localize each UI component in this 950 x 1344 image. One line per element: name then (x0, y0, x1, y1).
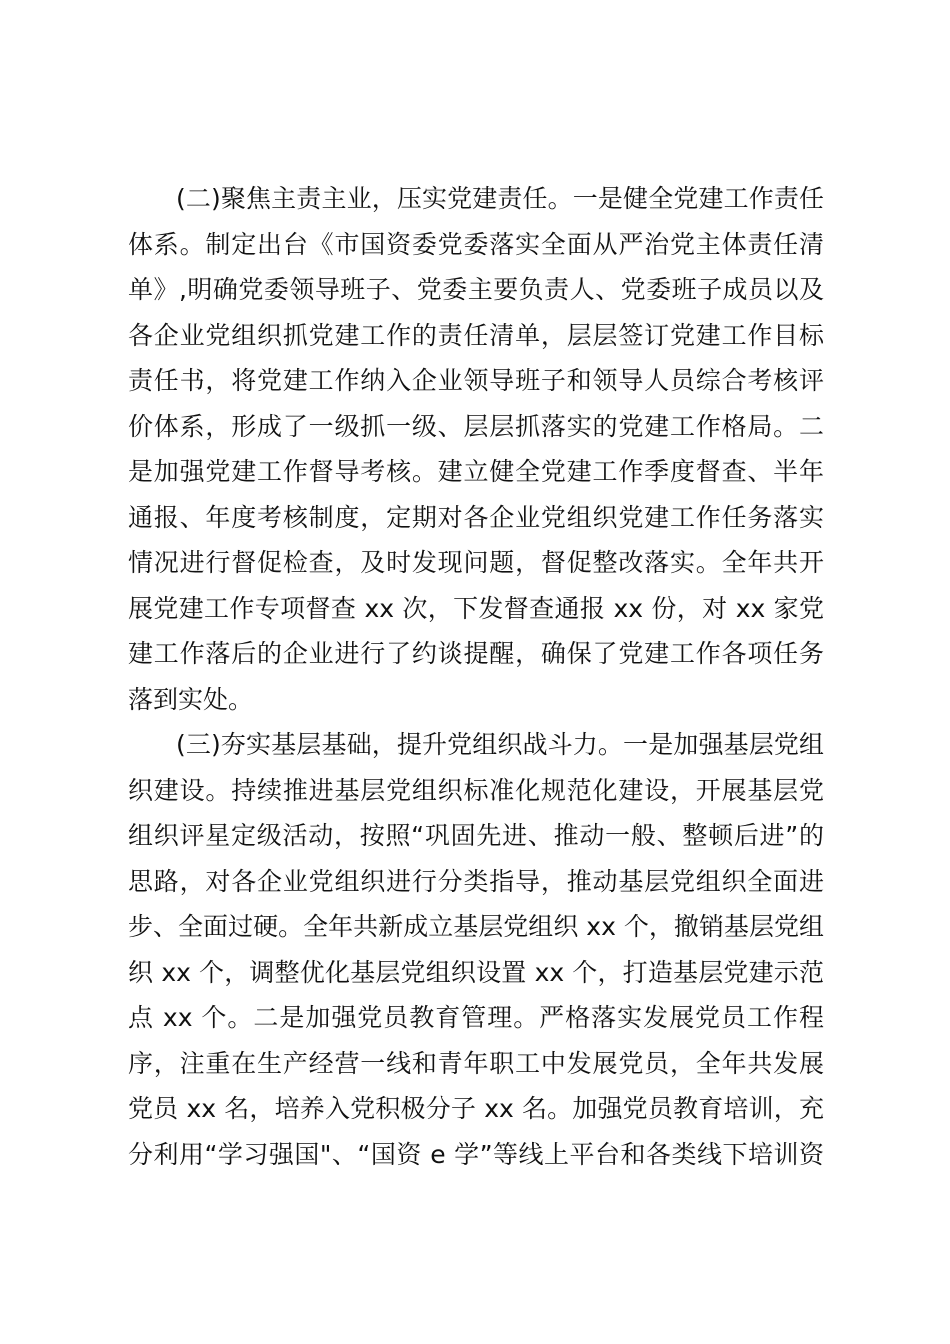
paragraph-line: 展党建工作专项督查 xx 次，下发督查通报 xx 份，对 xx 家党 (128, 593, 824, 623)
paragraph-line: 各企业党组织抓党建工作的责任清单，层层签订党建工作目标 (128, 320, 824, 350)
paragraph-line: 体系。制定出台《市国资委党委落实全面从严治党主体责任清 (128, 229, 824, 259)
paragraph-line: (三)夯实基层基础，提升党组织战斗力。一是加强基层党组 (176, 730, 824, 759)
paragraph-line: 织 xx 个，调整优化基层党组织设置 xx 个，打造基层党建示范 (128, 957, 824, 987)
paragraph-line: 点 xx 个。二是加强党员教育管理。严格落实发展党员工作程 (128, 1003, 824, 1032)
paragraph-line: 建工作落后的企业进行了约谈提醒，确保了党建工作各项任务 (128, 639, 824, 668)
paragraph-line: 情况进行督促检查，及时发现问题，督促整改落实。全年共开 (128, 548, 824, 577)
paragraph-line: 思路，对各企业党组织进行分类指导，推动基层党组织全面进 (128, 866, 824, 896)
paragraph-line: 是加强党建工作督导考核。建立健全党建工作季度督查、半年 (128, 457, 824, 486)
paragraph-line: 责任书，将党建工作纳入企业领导班子和领导人员综合考核评 (128, 366, 824, 395)
paragraph-line: 党员 xx 名，培养入党积极分子 xx 名。加强党员教育培训，充 (128, 1094, 824, 1123)
paragraph-line: 步、全面过硬。全年共新成立基层党组织 xx 个，撤销基层党组 (128, 912, 824, 941)
paragraph-line: 组织评星定级活动，按照“巩固先进、推动一般、整顿后进”的 (128, 821, 824, 850)
paragraph-line: 价体系，形成了一级抓一级、层层抓落实的党建工作格局。二 (128, 411, 824, 441)
document-body (128, 176, 824, 1177)
paragraph-line: 单》,明确党委领导班子、党委主要负责人、党委班子成员以及 (128, 275, 824, 304)
paragraph-line: 序，注重在生产经营一线和青年职工中发展党员，全年共发展 (128, 1048, 824, 1078)
paragraph-2 (128, 176, 824, 722)
paragraph-3 (128, 722, 824, 1177)
paragraph-line: 织建设。持续推进基层党组织标准化规范化建设，开展基层党 (128, 775, 824, 805)
paragraph-line: (二)聚焦主责主业，压实党建责任。一是健全党建工作责任 (176, 184, 824, 213)
paragraph-line: 通报、年度考核制度，定期对各企业党组织党建工作任务落实 (128, 502, 824, 532)
paragraph-line: 分利用“学习强国"、“国资 e 学”等线上平台和各类线下培训资 (128, 1139, 824, 1169)
paragraph-line: 落到实处。 (128, 684, 254, 714)
